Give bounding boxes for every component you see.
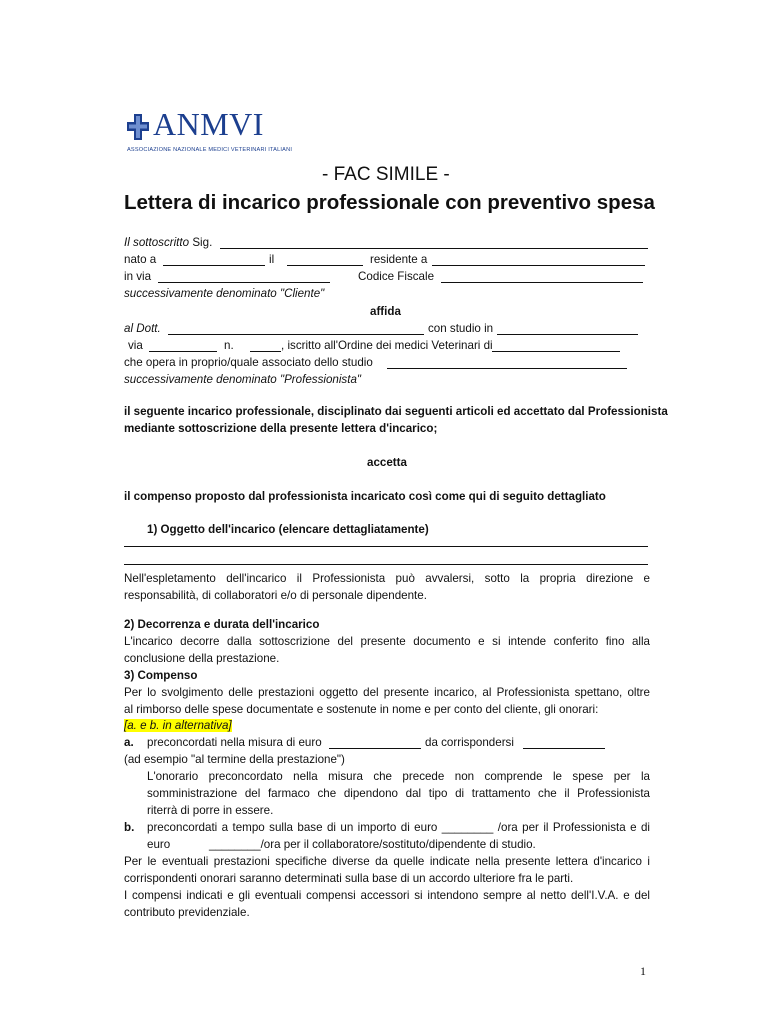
option-a-text-2: da corrispondersi <box>425 736 514 749</box>
option-a-example: (ad esempio "al termine della prestazione") <box>124 753 345 766</box>
professionista-denomination: successivamente denominato "Professionista" <box>124 373 362 386</box>
il-label: il <box>269 253 275 266</box>
section-1-text-2: responsabilità, di collaboratori e/o di personale dipendente. <box>124 589 427 602</box>
iscritto-label: , iscritto all'Ordine dei medici Veterinari di <box>281 339 493 352</box>
section-2-text-1: L'incarico decorre dalla sottoscrizione del presente documento e si intende conferito fino alla <box>124 635 650 648</box>
paragraph-1-line-1: Per le eventuali prestazioni specifiche diverse da quelle indicate nella presente lettera d'incarico i <box>124 855 650 868</box>
section-1-text-1: Nell'espletamento dell'incarico il Professionista può avvalersi, sotto la propria direzione e <box>124 572 650 585</box>
codice-fiscale-field-line <box>441 282 643 283</box>
prof-via-label: via <box>128 339 143 352</box>
option-a-note-2: somministrazione del farmaco che dipendono dal tipo di trattamento che il Professionista <box>147 787 650 800</box>
via-field-line <box>158 282 330 283</box>
paragraph-2-line-2: contributo previdenziale. <box>124 906 250 919</box>
dott-field-line <box>168 334 424 335</box>
compenso-intro: il compenso proposto dal professionista incaricato così come qui di seguito dettagliato <box>124 490 606 503</box>
fac-simile-heading: - FAC SIMILE - <box>322 164 450 185</box>
sottoscritto-label: Il sottoscritto <box>124 236 190 249</box>
dott-label: al Dott. <box>124 322 161 335</box>
il-field-line <box>287 265 363 266</box>
anmvi-logo <box>127 106 293 158</box>
intro-line-1: il seguente incarico professionale, disciplinato dai seguenti articoli ed accettato dal Professionista <box>124 405 668 418</box>
intro-line-2: mediante sottoscrizione della presente lettera d'incarico; <box>124 422 438 435</box>
nato-label: nato a <box>124 253 157 266</box>
studio-associato-field-line <box>387 368 627 369</box>
codice-fiscale-label: Codice Fiscale <box>358 270 435 283</box>
logo-text: ANMVI <box>153 106 264 142</box>
page-number: 1 <box>640 964 646 978</box>
paragraph-2-line-1: I compensi indicati e gli eventuali compensi accessori si intendono sempre al netto dell'I.V.A. e del <box>124 889 650 902</box>
paragraph-1-line-2: corrispondenti onorari saranno determinati sulla base di un accordo ulteriore fra le parti. <box>124 872 574 885</box>
prof-via-field-line <box>149 351 217 352</box>
section-2-heading: 2) Decorrenza e durata dell'incarico <box>124 618 320 631</box>
cliente-denomination: successivamente denominato "Cliente" <box>124 287 325 300</box>
studio-label: con studio in <box>428 322 494 335</box>
oggetto-line-2 <box>124 564 648 565</box>
option-a-when-line <box>523 748 605 749</box>
studio-field-line <box>497 334 638 335</box>
sig-field-line <box>220 248 648 249</box>
option-a-note-1: L'onorario preconcordato nella misura che precede non comprende le spese per la <box>147 770 650 783</box>
nato-field-line <box>163 265 265 266</box>
oggetto-line-1 <box>124 546 648 547</box>
ordine-field-line <box>492 351 620 352</box>
alternativa-highlight: [a. e b. in alternativa] <box>124 719 232 732</box>
option-a-amount-line <box>329 748 421 749</box>
opera-label: che opera in proprio/quale associato dello studio <box>124 356 373 369</box>
accetta-heading: accetta <box>367 456 407 469</box>
option-b-text-1: preconcordati a tempo sulla base di un importo di euro ________ /ora per il Professionista e di <box>147 821 650 834</box>
sig-label: Sig. <box>192 236 213 249</box>
option-b-text-2: ________/ora per il collaboratore/sostituto/dipendente di studio. <box>209 838 536 851</box>
numero-label: n. <box>224 339 234 352</box>
residente-field-line <box>432 265 645 266</box>
option-a-text: preconcordati nella misura di euro <box>147 736 322 749</box>
via-label: in via <box>124 270 152 283</box>
section-2-text-2: conclusione della prestazione. <box>124 652 280 665</box>
affida-heading: affida <box>370 305 401 318</box>
page-title: Lettera di incarico professionale con preventivo spesa <box>124 191 655 214</box>
alternativa-note <box>124 717 232 734</box>
client-line-1 <box>124 234 212 251</box>
option-b-euro: euro <box>147 838 171 851</box>
section-1-heading: 1) Oggetto dell'incarico (elencare dettagliatamente) <box>147 523 429 536</box>
cross-icon <box>127 114 149 140</box>
logo-subtitle: ASSOCIAZIONE NAZIONALE MEDICI VETERINARI ITALIANI <box>127 147 293 153</box>
residente-label: residente a <box>370 253 428 266</box>
section-3-text-1: Per lo svolgimento delle prestazioni oggetto del presente incarico, al Professionista spettano, oltre <box>124 686 650 699</box>
section-3-heading: 3) Compenso <box>124 669 198 682</box>
numero-field-line <box>250 351 281 352</box>
option-a-note-3: riterrà di porre in essere. <box>147 804 274 817</box>
option-b-label: b. <box>124 821 135 834</box>
option-a-label: a. <box>124 736 134 749</box>
section-3-text-2: al rimborso delle spese documentate e sostenute in nome e per conto del cliente, gli onorari: <box>124 703 599 716</box>
